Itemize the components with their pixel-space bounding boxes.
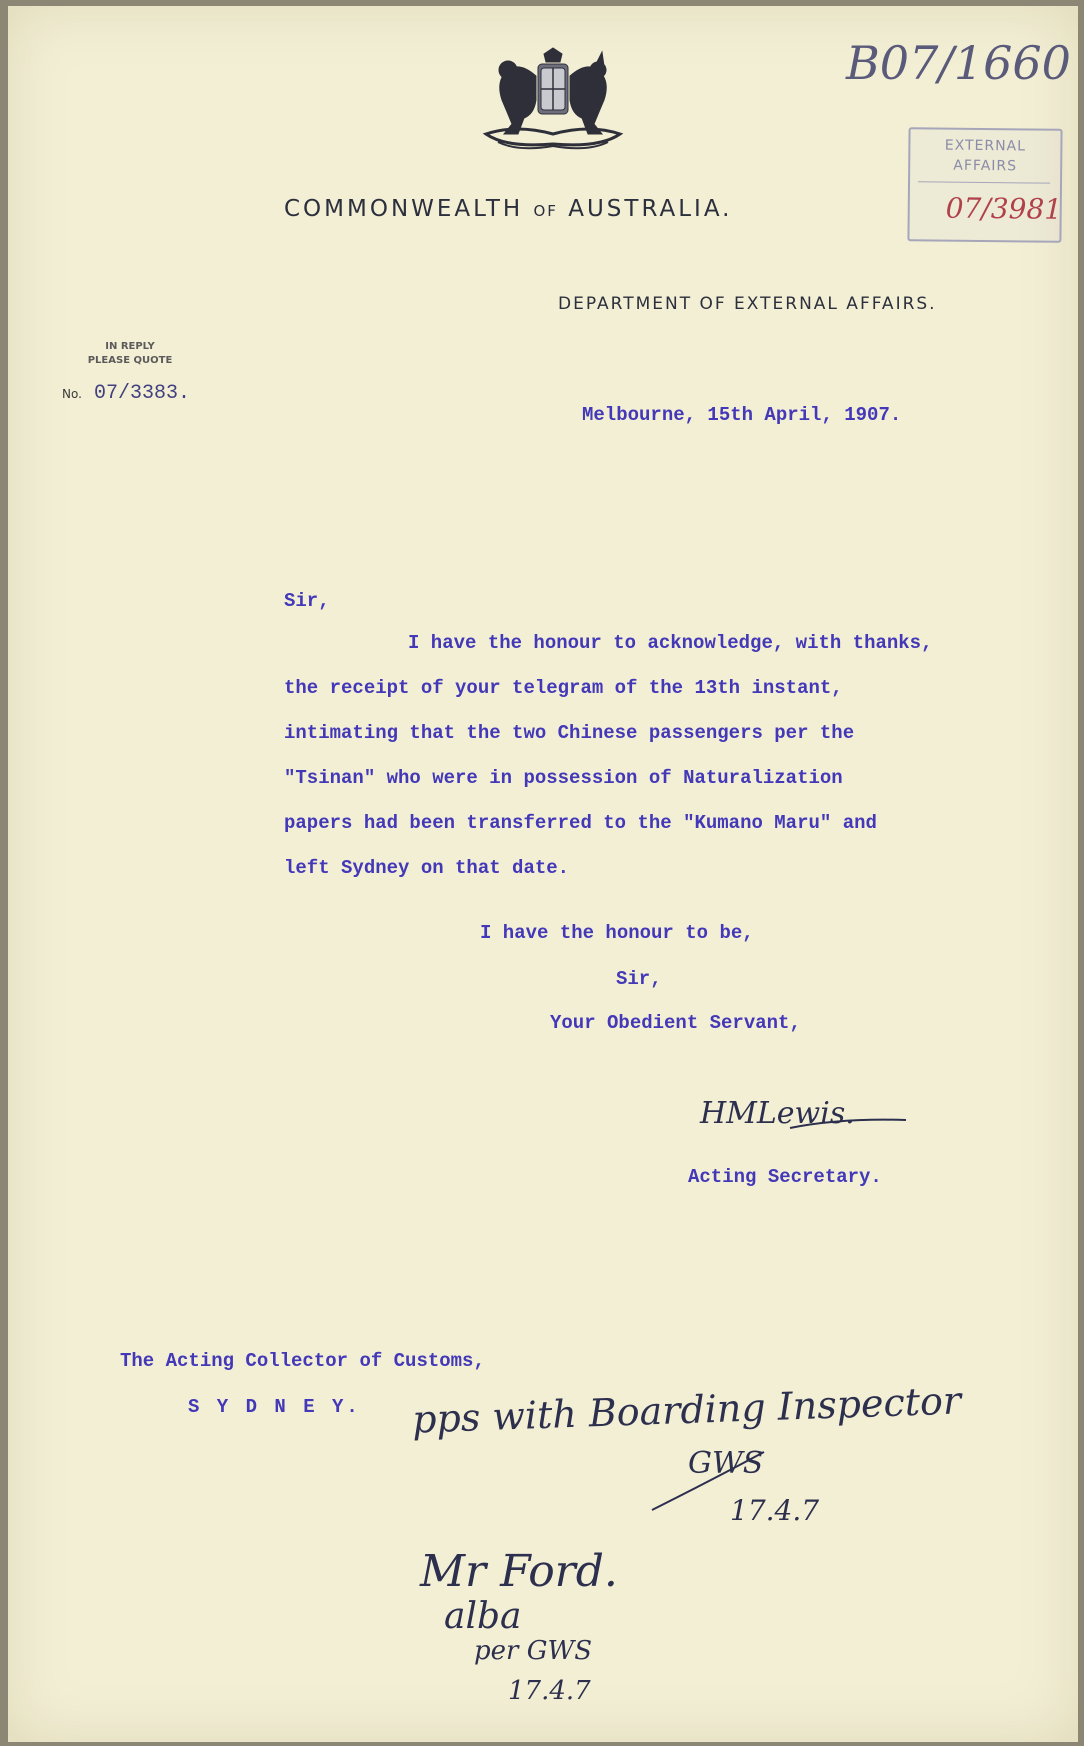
stamp-divider [918, 181, 1050, 183]
reply-quote-label [70, 340, 190, 368]
department-name: DEPARTMENT OF EXTERNAL AFFAIRS. [558, 294, 937, 314]
handwritten-date: 17.4.7 [730, 1494, 820, 1527]
place-date: Melbourne, 15th April, 1907. [582, 404, 902, 426]
salutation: Sir, [284, 590, 330, 612]
body-line-6: left Sydney on that date. [284, 857, 570, 879]
body-line-3: intimating that the two Chinese passengers per the [284, 722, 855, 744]
handwritten-note: alba [444, 1596, 522, 1637]
body-line-4: "Tsinan" who were in possession of Naturalization [284, 767, 843, 789]
handwritten-name: Mr Ford. [420, 1546, 618, 1597]
stamp-number: 07/3981 [945, 191, 1063, 226]
body-line-5: papers had been transferred to the "Kumano Maru" and [284, 812, 877, 834]
signature-underline [788, 1114, 908, 1134]
handwritten-initials: GWS [688, 1446, 764, 1481]
handwritten-minute: pps with Boarding Inspector [411, 1378, 962, 1442]
body-line-2: the receipt of your telegram of the 13th instant, [284, 677, 843, 699]
reply-label-line2: PLEASE QUOTE [87, 355, 173, 366]
handwritten-per: per GWS [474, 1636, 593, 1666]
signature: HMLewis. [700, 1096, 855, 1131]
stamp-affairs: AFFAIRS [953, 157, 1018, 175]
addressee-city: S Y D N E Y. [188, 1396, 361, 1418]
reference-number-value: 07/3383. [93, 382, 190, 405]
file-reference-handwritten: B07/1660 [846, 36, 1071, 90]
closing-line-3: Your Obedient Servant, [550, 1012, 801, 1034]
reply-label-line1: IN REPLY [105, 341, 155, 352]
letterhead-australia: AUSTRALIA. [568, 196, 733, 222]
handwritten-date-2: 17.4.7 [508, 1676, 591, 1706]
reference-no-label: No. [62, 387, 82, 401]
reference-number [62, 382, 190, 405]
registry-stamp [907, 127, 1062, 243]
closing-line-1: I have the honour to be, [480, 922, 754, 944]
coat-of-arms-crest [478, 46, 628, 156]
document-page [8, 6, 1078, 1742]
signatory-title: Acting Secretary. [688, 1166, 882, 1188]
closing-line-2: Sir, [616, 968, 662, 990]
body-line-1: I have the honour to acknowledge, with thanks, [408, 632, 933, 654]
letterhead-commonwealth: COMMONWEALTH [284, 196, 524, 222]
letterhead-of: OF [533, 202, 558, 220]
addressee: The Acting Collector of Customs, [120, 1350, 485, 1372]
stamp-external: EXTERNAL [944, 137, 1027, 155]
letterhead-title [284, 196, 732, 222]
